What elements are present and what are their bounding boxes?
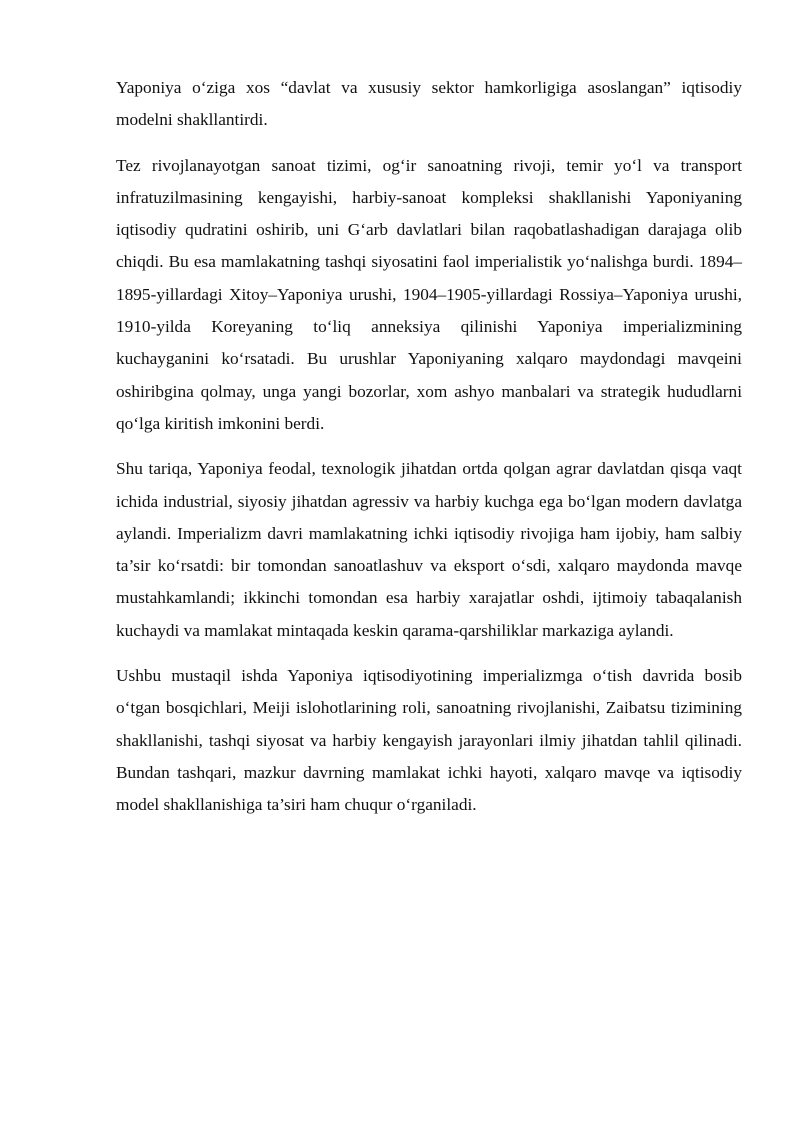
- paragraph-1: Yaponiya o‘ziga xos “davlat va xususiy sektor hamkorligiga asoslangan” iqtisodiy modelni shakllantirdi.: [116, 78, 742, 130]
- paragraph-4: Ushbu mustaqil ishda Yaponiya iqtisodiyotining imperializmga o‘tish davrida bosib o‘tgan bosqichlari, Meiji islohotlarining roli, sanoatning rivojlanishi, Zaibatsu tizimining shakllanishi, tashqi siyosat va harbiy kengayish jarayonlari ilmiy jihatdan tahlil qilinadi. Bundan tashqari, mazkur davrning mamlakat ichki hayoti, xalqaro mavqe va iqtisodiy model shakllanishiga ta’siri ham chuqur o‘rganiladi.: [116, 666, 742, 815]
- document-body: [116, 72, 742, 835]
- paragraph-3: Shu tariqa, Yaponiya feodal, texnologik jihatdan ortda qolgan agrar davlatdan qisqa vaqt ichida industrial, siyosiy jihatdan agressiv va harbiy kuchga ega bo‘lgan modern davlatga aylandi. Imperializm davri mamlakatning ichki iqtisodiy rivojiga ham ijobiy, ham salbiy ta’sir ko‘rsatdi: bir tomondan sanoatlashuv va eksport o‘sdi, xalqaro maydonda mavqe mustahkamlandi; ikkinchi tomondan esa harbiy xarajatlar oshdi, ijtimoiy tabaqalanish kuchaydi va mamlakat mintaqada keskin qarama-qarshiliklar markaziga aylandi.: [116, 459, 742, 640]
- paragraph-2: Tez rivojlanayotgan sanoat tizimi, og‘ir sanoatning rivoji, temir yo‘l va transport infratuzilmasining kengayishi, harbiy-sanoat kompleksi shakllanishi Yaponiyaning iqtisodiy qudratini oshirib, uni G‘arb davlatlari bilan raqobatlashadigan darajaga olib chiqdi. Bu esa mamlakatning tashqi siyosatini faol imperialistik yo‘nalishga burdi. 1894–1895-yillardagi Xitoy–Yaponiya urushi, 1904–1905-yillardagi Rossiya–Yaponiya urushi, 1910-yilda Koreyaning to‘liq anneksiya qilinishi Yaponiya imperializmining kuchayganini ko‘rsatadi. Bu urushlar Yaponiyaning xalqaro maydondagi mavqeini oshiribgina qolmay, unga yangi bozorlar, xom ashyo manbalari va strategik hududlarni qo‘lga kiritish imkonini berdi.: [116, 155, 742, 433]
